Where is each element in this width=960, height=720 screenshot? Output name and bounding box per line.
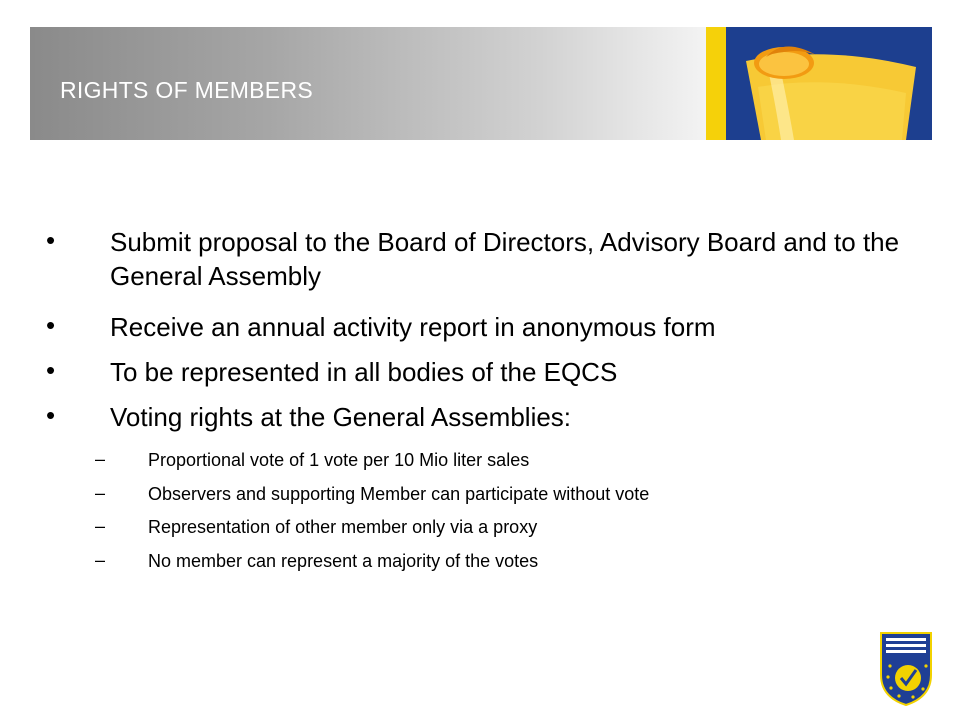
bullet-text: Voting rights at the General Assemblies: (110, 402, 572, 432)
dash-icon: – (95, 483, 106, 503)
bullet-text: Receive an annual activity report in anonymous form (110, 312, 716, 342)
bullet-icon: • (46, 355, 56, 385)
eqcs-shield-logo (878, 631, 934, 707)
dash-icon: – (95, 449, 106, 469)
sub-bullet-text: Proportional vote of 1 vote per 10 Mio liter sales (148, 450, 530, 470)
sub-bullet-text: No member can represent a majority of the votes (148, 551, 539, 571)
bullet-text: Submit proposal to the Board of Directors, Advisory Board and to the General Assembly (110, 227, 900, 291)
orange-juice-glass-image (706, 27, 932, 140)
bullet-icon: • (46, 225, 56, 255)
slide-title: RIGHTS OF MEMBERS (60, 77, 314, 103)
sub-bullet-text: Representation of other member only via a proxy (148, 517, 538, 537)
dash-icon: – (95, 550, 106, 570)
dash-icon: – (95, 516, 106, 536)
bullet-icon: • (46, 310, 56, 340)
bullet-icon: • (46, 400, 56, 430)
bullet-text: To be represented in all bodies of the EQCS (110, 357, 618, 387)
sub-bullet-text: Observers and supporting Member can participate without vote (148, 484, 650, 504)
